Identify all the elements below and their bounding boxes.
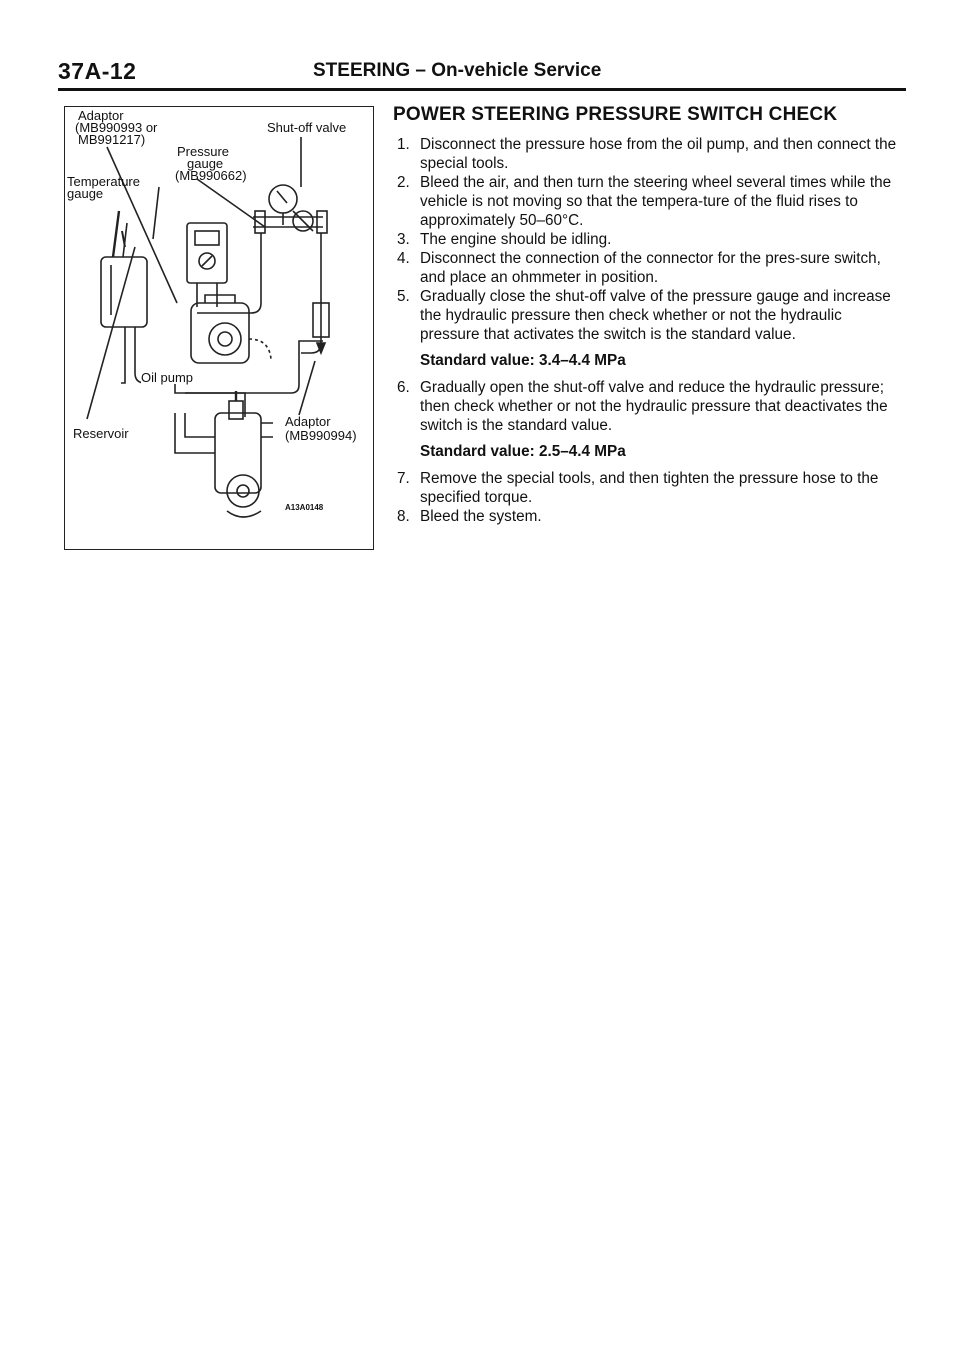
page-number: 37A-12 bbox=[58, 58, 137, 84]
procedure-step: 1. Disconnect the pressure hose from the oil pump, and then connect the special tools. bbox=[397, 136, 897, 172]
procedure-steps-continued bbox=[393, 378, 898, 435]
adaptor-bottom-label: Adaptor bbox=[285, 414, 331, 429]
procedure-title: POWER STEERING PRESSURE SWITCH CHECK bbox=[393, 104, 838, 125]
header-divider bbox=[58, 88, 906, 91]
standard-value-1: Standard value: 3.4–4.4 MPa bbox=[420, 352, 626, 369]
figure-code: A13A0148 bbox=[285, 503, 324, 512]
section-title-header: STEERING – On-vehicle Service bbox=[313, 60, 602, 81]
procedure-steps bbox=[393, 135, 898, 344]
shutoff-valve-label: Shut-off valve bbox=[267, 120, 347, 135]
temperature-gauge-label: Temperature bbox=[67, 174, 140, 189]
procedure-step: 7. Remove the special tools, and then tighten the pressure hose to the specified torque. bbox=[397, 470, 879, 506]
procedure-step: 5. Gradually close the shut-off valve of the pressure gauge and increase the hydraulic pressure then check whether or not the hydraulic pressure that activates the switch is the standard value. bbox=[397, 288, 891, 343]
procedure-step: 2. Bleed the air, and then turn the steering wheel several times while the vehicle is not moving so that the tempera-ture of the fluid rises to approximately 50–60°C. bbox=[397, 174, 892, 229]
pressure-gauge-label: Pressure bbox=[177, 144, 230, 159]
oil-pump-label: Oil pump bbox=[141, 370, 194, 385]
pressure-gauge-part-number: (MB990662) bbox=[175, 168, 247, 183]
adaptor-bottom-part-number: (MB990994) bbox=[285, 428, 357, 443]
pressure-gauge-label-2: gauge bbox=[187, 156, 224, 171]
standard-value-2: Standard value: 2.5–4.4 MPa bbox=[420, 443, 626, 460]
adaptor-part-number: (MB990993 or bbox=[75, 120, 158, 135]
power-steering-diagram bbox=[64, 106, 374, 550]
adaptor-label: Adaptor bbox=[78, 108, 124, 123]
reservoir-label: Reservoir bbox=[73, 426, 129, 441]
procedure-step: 8. Bleed the system. bbox=[397, 508, 542, 525]
procedure-step: 3. The engine should be idling. bbox=[397, 231, 612, 248]
procedure-steps-final bbox=[393, 469, 898, 526]
page-header bbox=[58, 56, 906, 86]
procedure-step: 4. Disconnect the connection of the connector for the pres-sure switch, and place an ohmmeter in position. bbox=[397, 250, 881, 286]
temperature-gauge-label-2: gauge bbox=[67, 186, 104, 201]
adaptor-part-number-alt: MB991217) bbox=[78, 132, 146, 147]
procedure-step: 6. Gradually open the shut-off valve and reduce the hydraulic pressure; then check whether or not the hydraulic pressure that deactivates the switch is the standard value. bbox=[397, 379, 888, 434]
procedure-content bbox=[393, 104, 898, 526]
